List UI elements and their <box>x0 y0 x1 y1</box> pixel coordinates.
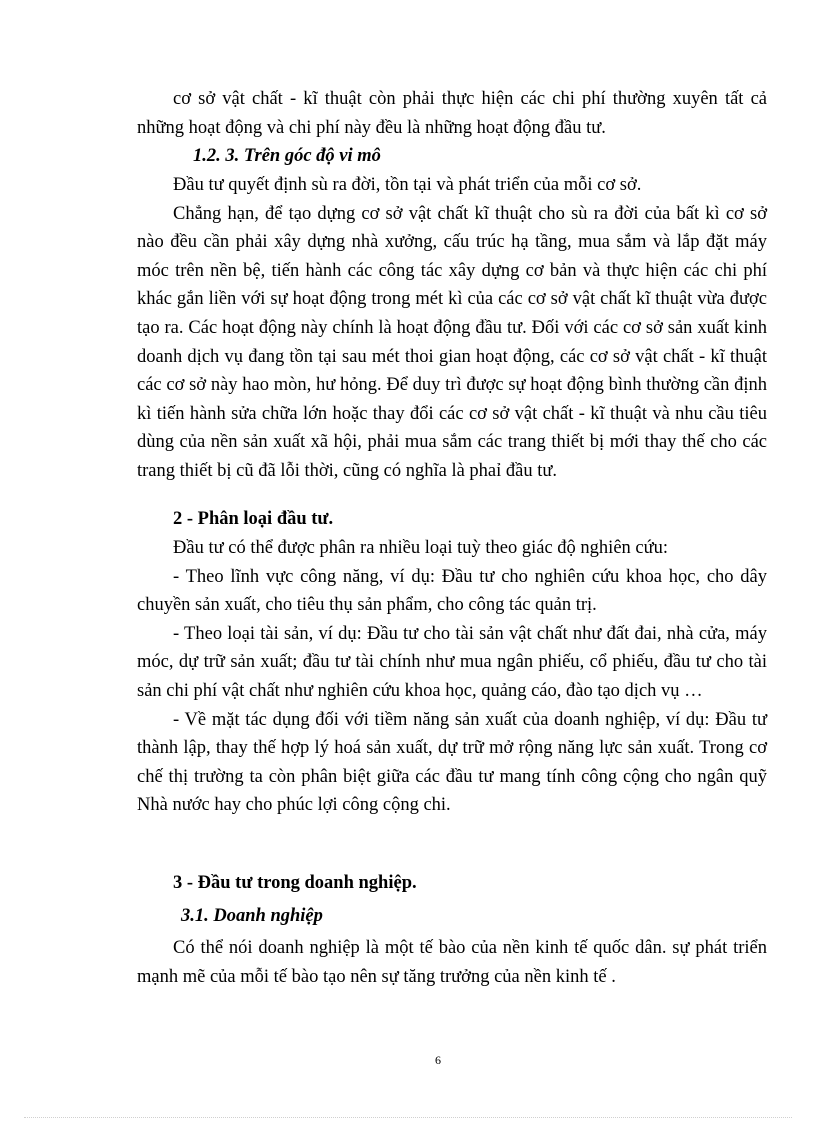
section-heading-2 <box>137 505 767 534</box>
paragraph-classification-intro: Đầu tư có thể được phân ra nhiều loại tuỳ theo giác độ nghiên cứu: <box>173 538 669 558</box>
body-text-4 <box>137 934 767 991</box>
heading-investment-classification: 2 - Phân loại đầu tư. <box>173 509 334 529</box>
paragraph-continuation: cơ sở vật chất - kĩ thuật còn phải thực hiện các chi phí thường xuyên tất cả những hoạt động và chi phí này đều là những hoạt động đầu tư. <box>137 89 767 138</box>
section-heading-1-2-3 <box>137 142 767 171</box>
page-number: 6 <box>435 1053 441 1067</box>
body-text-2 <box>137 171 767 486</box>
paragraph-by-asset: - Theo loại tài sản, ví dụ: Đầu tư cho tài sản vật chất như đất đai, nhà cửa, máy móc, dự trữ sản xuất; đầu tư tài chính như mua ngân phiếu, cổ phiếu, đầu tư cho tài sản chi phí vật chất như nghiên cứu khoa học, quảng cáo, đào tạo dịch vụ … <box>137 623 767 701</box>
heading-micro-perspective: 1.2. 3. Trên góc độ vi mô <box>193 146 381 166</box>
paragraph-investment-decision: Đầu tư quyết định sù ra đời, tồn tại và phát triển của mỗi cơ sở. <box>173 175 642 195</box>
body-text-3 <box>137 534 767 820</box>
section-heading-3-1 <box>137 902 767 931</box>
paragraph-enterprise-definition: Có thể nói doanh nghiệp là một tế bào của nền kinh tế quốc dân. sự phát triển mạnh mẽ của mỗi tế bào tạo nên sự tăng trưởng của nền kinh tế . <box>137 938 767 987</box>
heading-investment-in-enterprise: 3 - Đầu tư trong doanh nghiệp. <box>173 873 417 893</box>
paragraph-by-effect: - Về mặt tác dụng đối với tiềm năng sản xuất của doanh nghiệp, ví dụ: Đầu tư thành lập, thay thế hợp lý hoá sản xuất, dự trữ mở rộng năng lực sản xuất. Trong cơ chế thị trường ta còn phân biệt giữa các đầu tư mang tính công cộng cho ngân quỹ Nhà nước hay cho phúc lợi công cộng chi. <box>137 709 767 816</box>
section-heading-3 <box>137 869 767 898</box>
page-bottom-divider <box>24 1117 792 1118</box>
heading-enterprise: 3.1. Doanh nghiệp <box>181 906 323 926</box>
paragraph-by-function: - Theo lĩnh vực công năng, ví dụ: Đầu tư cho nghiên cứu khoa học, cho dây chuyền sản xuất, cho tiêu thụ sản phẩm, cho công tác quản trị. <box>137 566 767 616</box>
body-text <box>137 85 767 142</box>
paragraph-example: Chẳng hạn, để tạo dựng cơ sở vật chất kĩ thuật cho sù ra đời của bất kì cơ sở nào đều cần phải xây dựng nhà xưởng, cấu trúc hạ tầng, mua sắm và lắp đặt máy móc trên nền bệ, tiến hành các công tác xây dựng cơ bản và thực hiện các chi phí khác gắn liền với sự hoạt động trong mét kì của các cơ sở vật chất kĩ thuật vừa được tạo ra. Các hoạt động này chính là hoạt động đầu tư. Đối với các cơ sở sản xuất kinh doanh dịch vụ đang tồn tại sau mét thoi gian hoạt động, các cơ sở vật chất - kĩ thuật các cơ sở này hao mòn, hư hỏng. Để duy trì được sự hoạt động bình thường cần định kì tiến hành sửa chữa lớn hoặc thay đổi các cơ sở vật chất - kĩ thuật và nhu cầu tiêu dùng của nền sản xuất xã hội, phải mua sắm các trang thiết bị mới thay thế cho các trang thiết bị cũ đã lỗi thời, cũng có nghĩa là phaỉ đầu tư. <box>137 203 767 481</box>
